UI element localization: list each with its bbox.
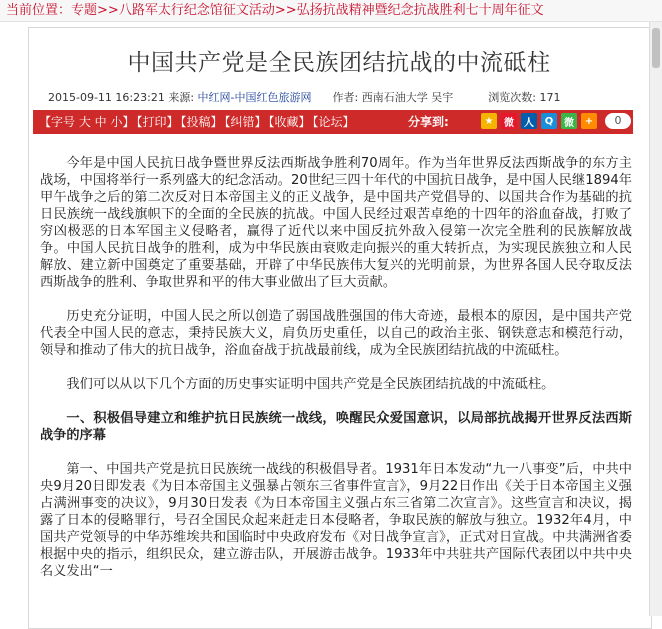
breadcrumb-item-anniversary-essay[interactable]: 弘扬抗战精神暨纪念抗战胜利七十周年征文 (296, 3, 544, 18)
qzone-icon[interactable]: ★ (481, 113, 497, 129)
article-toolbar (33, 110, 633, 134)
print-button[interactable]: 【打印】 (136, 115, 179, 129)
article-meta (48, 89, 648, 105)
breadcrumb-label: 当前位置： (6, 3, 72, 18)
views-label: 浏览次数: (488, 91, 536, 104)
article-body (40, 155, 632, 597)
renren-icon[interactable]: 人 (521, 113, 537, 129)
tencent-weibo-icon[interactable]: Q (541, 113, 557, 129)
breadcrumb-item-memorial-essay[interactable]: 八路军太行纪念馆征文活动 (118, 3, 275, 18)
article-title: 中国共产党是全民族团结抗战的中流砥柱 (127, 50, 551, 76)
article-paragraph: 我们可以从以下几个方面的历史事实证明中国共产党是全民族团结抗战的中流砥柱。 (66, 377, 555, 392)
section-heading: 一、积极倡导建立和维护抗日民族统一战线，唤醒民众爱国意识，以局部抗战揭开世界反法西斯战争的序幕 (40, 411, 632, 443)
weibo-icon[interactable]: 微 (501, 113, 517, 129)
breadcrumb (0, 0, 662, 22)
article-date: 2015-09-11 16:23:21 (48, 91, 165, 104)
share-count: 0 (605, 113, 631, 129)
scrollbar[interactable] (649, 22, 662, 616)
source-link[interactable]: 中红网-中国红色旅游网 (197, 91, 312, 104)
article-paragraph: 今年是中国人民抗日战争暨世界反法西斯战争胜利70周年。作为当年世界反法西斯战争的东方主战场，中国将举行一系列盛大的纪念活动。20世纪三四十年代的中国抗日战争，是中国人民继1894年甲午战争之后的第二次反对日本帝国主义的正义战争，是中国共产党倡导的、以国共合作为基础的抗日民族统一战线旗帜下的全面的全民族的抗战。中国人民经过艰苦卓绝的十四年的浴血奋战，打败了穷凶极恶的日本军国主义侵略者，赢得了近代以来中国反抗外敌入侵第一次完全胜利的民族解放战争。中国人民抗日战争的胜利，成为中华民族由衰败走向振兴的重大转折点，为实现民族独立和人民解放、建立新中国奠定了重要基础，开辟了中华民族伟大复兴的光明前景，为世界各国人民夺取反法西斯战争的胜利、争取世界和平的伟大事业做出了巨大贡献。 (40, 156, 632, 290)
breadcrumb-separator: >> (274, 3, 297, 18)
forum-button[interactable]: 【论坛】 (312, 115, 355, 129)
source-label: 来源: (168, 91, 195, 104)
font-size-control[interactable]: 【字号 大 中 小】 (39, 115, 135, 129)
views-count: 171 (539, 91, 561, 104)
breadcrumb-separator: >> (97, 3, 119, 18)
author-label: 作者: (332, 91, 359, 104)
submit-button[interactable]: 【投稿】 (180, 115, 223, 129)
breadcrumb-item-topic[interactable]: 专题 (71, 3, 98, 18)
article-paragraph: 第一、中国共产党是抗日民族统一战线的积极倡导者。1931年日本发动“九一八事变”后，中共中央9月20日即发表《为日本帝国主义强暴占领东三省事件宣言》，9月22日作出《关于日本帝国主义强占满洲事变的决议》，9月30日发表《为日本帝国主义强占东三省第二次宣言》。这些宣言和决议，揭露了日本的侵略罪行，号召全国民众起来赶走日本侵略者，争取民族的解放与独立。1932年4月，中国共产党领导的中华苏维埃共和国临时中央政府发布《对日战争宣言》，正式对日宣战。中共满洲省委根据中央的指示，组织民众，建立游击队，开展游击战争。1933年中共驻共产国际代表团以中共中央名义发出“一 (40, 462, 632, 579)
wechat-icon[interactable]: 微 (561, 113, 577, 129)
correct-button[interactable]: 【纠错】 (224, 115, 267, 129)
more-icon[interactable]: + (581, 113, 597, 129)
author-name: 西南石油大学 吴宇 (361, 91, 454, 104)
article-paragraph: 历史充分证明，中国人民之所以创造了弱国战胜强国的伟大奇迹，最根本的原因，是中国共产党代表全中国人民的意志，秉持民族大义，肩负历史重任，以自己的政治主张、钢铁意志和模范行动，领导和推动了伟大的抗日战争，浴血奋战于抗战最前线，成为全民族团结抗战的中流砥柱。 (40, 309, 632, 358)
scrollbar-thumb[interactable] (652, 28, 660, 68)
favorite-button[interactable]: 【收藏】 (268, 115, 311, 129)
share-label: 分享到: (408, 115, 449, 129)
share-icons (481, 113, 597, 129)
